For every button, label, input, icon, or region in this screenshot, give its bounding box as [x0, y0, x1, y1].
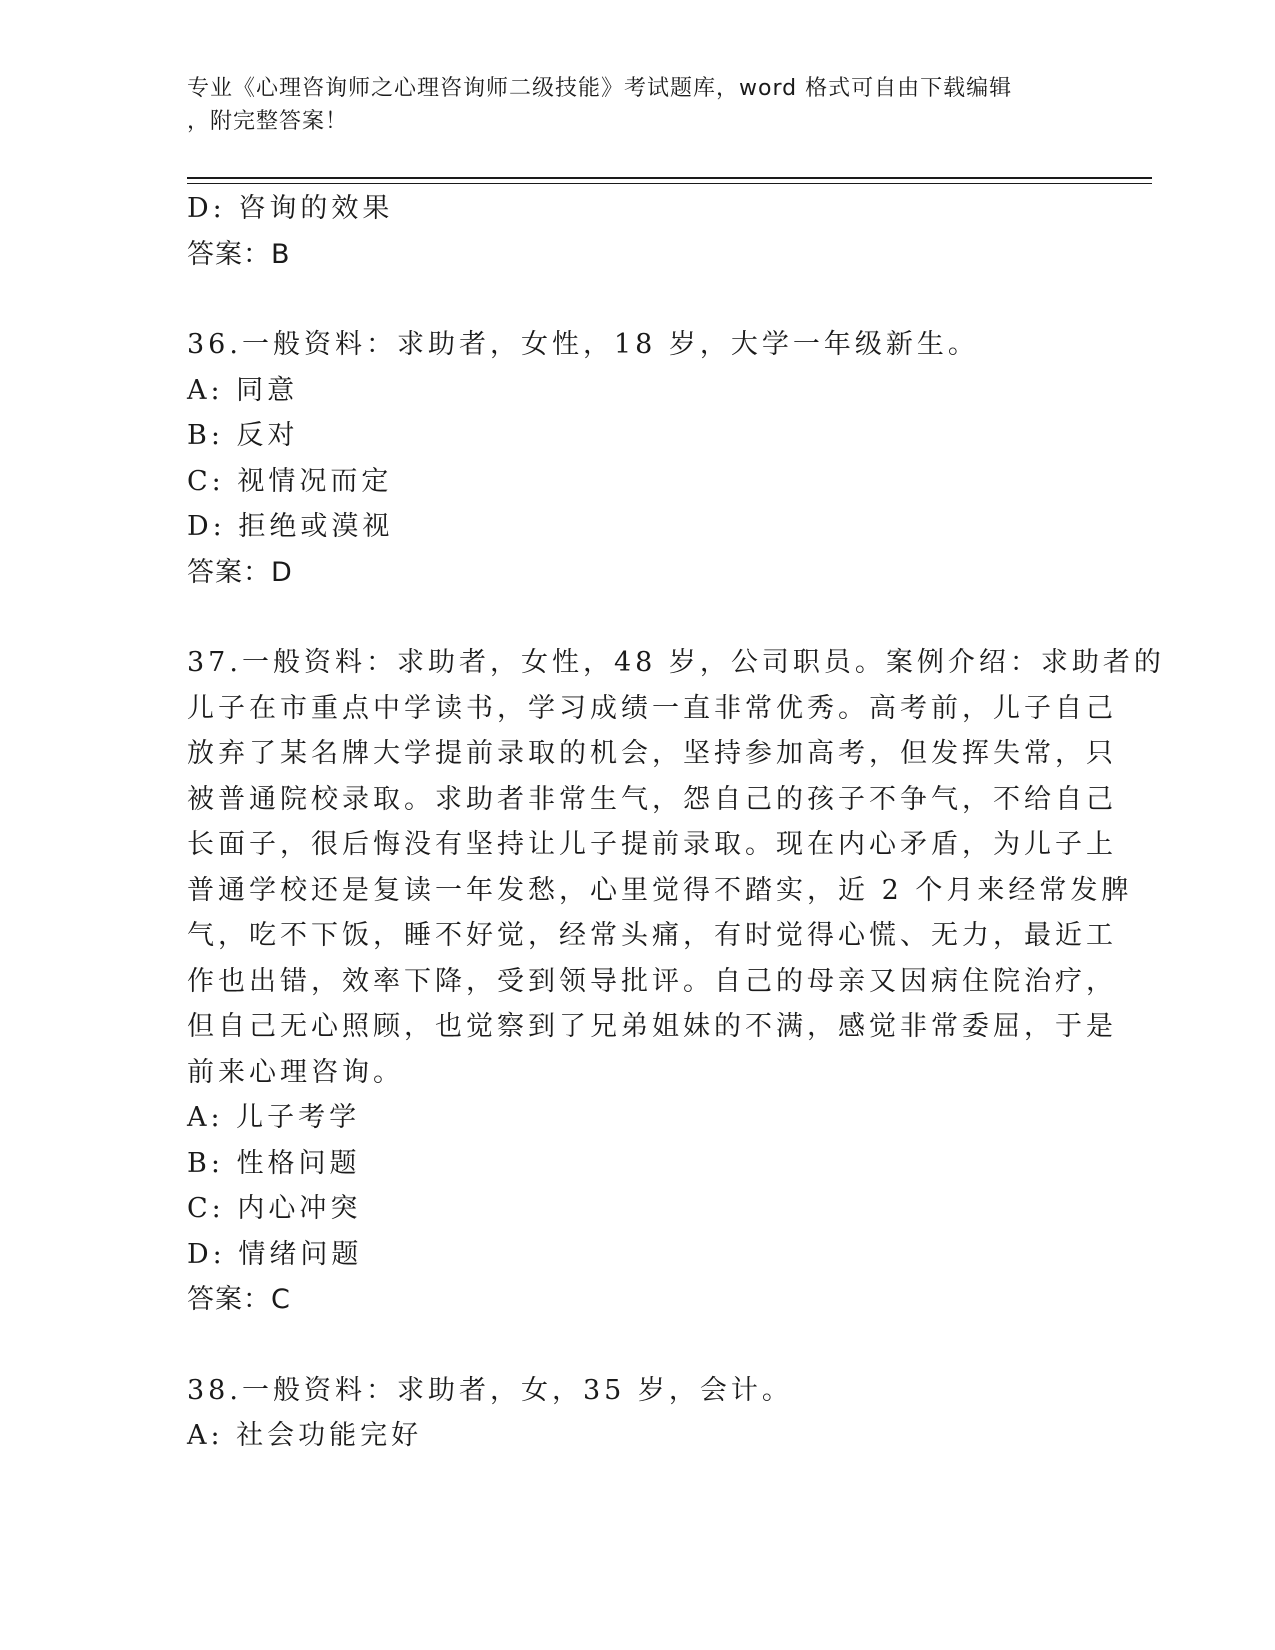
stem-line: 普通学校还是复读一年发愁，心里觉得不踏实，近 2 个月来经常发脾	[187, 874, 1133, 906]
stem-line: 37.一般资料：求助者，女性，48 岁，公司职员。案例介绍：求助者的	[187, 647, 1165, 678]
question-36	[187, 322, 1087, 595]
question-stem	[187, 640, 1165, 1095]
header-line-2: ，附完整答案！	[187, 109, 349, 134]
option-b: B: 反对	[187, 420, 299, 451]
document-body	[187, 186, 1165, 1459]
stem-line: 放弃了某名牌大学提前录取的机会，坚持参加高考，但发挥失常，只	[187, 738, 1117, 769]
option-d: D: 咨询的效果	[187, 193, 394, 224]
option-a: A: 儿子考学	[187, 1102, 361, 1133]
option-a: A: 社会功能完好	[187, 1420, 423, 1451]
document-header	[187, 72, 1067, 138]
header-divider-thin	[187, 183, 1152, 184]
stem-line: 但自己无心照顾，也觉察到了兄弟姐妹的不满，感觉非常委屈，于是	[187, 1011, 1117, 1042]
option-b: B: 性格问题	[187, 1147, 361, 1179]
answer: 答案：D	[187, 556, 293, 588]
stem-line: 前来心理咨询。	[187, 1056, 404, 1088]
stem-line: 作也出错，效率下降，受到领导批评。自己的母亲又因病住院治疗，	[187, 965, 1117, 997]
question-stem: 38.一般资料：求助者，女，35 岁，会计。	[187, 1374, 793, 1406]
question-37	[187, 640, 1165, 1323]
option-d: D: 情绪问题	[187, 1238, 363, 1270]
header-line-1: 专业《心理咨询师之心理咨询师二级技能》考试题库，word 格式可自由下载编辑	[187, 76, 1013, 101]
option-d: D: 拒绝或漠视	[187, 511, 394, 542]
stem-line: 被普通院校录取。求助者非常生气，怨自己的孩子不争气，不给自己	[187, 783, 1117, 815]
previous-question-tail	[187, 186, 1087, 277]
header-divider-thick	[187, 177, 1152, 179]
answer: 答案：C	[187, 1284, 291, 1315]
stem-line: 长面子，很后悔没有坚持让儿子提前录取。现在内心矛盾，为儿子上	[187, 829, 1117, 860]
stem-line: 儿子在市重点中学读书，学习成绩一直非常优秀。高考前，儿子自己	[187, 692, 1117, 724]
answer: 答案：B	[187, 238, 291, 270]
question-stem: 36.一般资料：求助者，女性，18 岁，大学一年级新生。	[187, 329, 979, 360]
stem-line: 气，吃不下饭，睡不好觉，经常头痛，有时觉得心慌、无力，最近工	[187, 920, 1117, 951]
question-38	[187, 1368, 1087, 1459]
option-c: C: 视情况而定	[187, 465, 393, 497]
option-c: C: 内心冲突	[187, 1193, 362, 1224]
option-a: A: 同意	[187, 374, 299, 406]
